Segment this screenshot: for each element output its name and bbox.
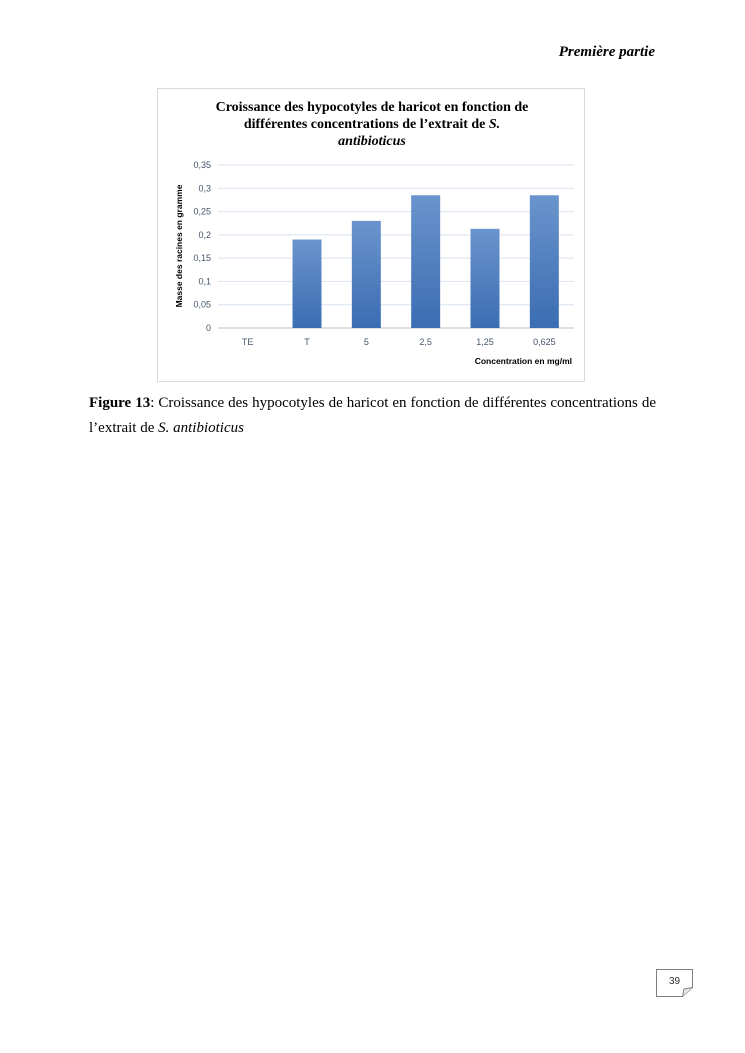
gridlines xyxy=(218,165,574,328)
caption-text: : Croissance des hypocotyles de haricot en fonction de différentes concentrations de l’extrait de xyxy=(89,395,657,436)
x-tick-label: 5 xyxy=(363,337,369,347)
y-tick-label: 0,1 xyxy=(198,276,211,287)
bar-chart xyxy=(157,88,585,382)
bar-2,5 xyxy=(411,195,440,328)
figure-caption xyxy=(89,391,656,441)
bar-1,25 xyxy=(471,229,500,328)
y-tick-label: 0,05 xyxy=(193,299,211,310)
chart-title-species: antibioticus xyxy=(338,134,406,149)
x-tick-label: 2,5 xyxy=(419,337,432,347)
y-tick-label: 0,2 xyxy=(198,229,211,240)
x-axis-ticks xyxy=(242,337,556,347)
bars xyxy=(293,195,559,328)
x-tick-label: T xyxy=(304,337,310,347)
bar-0,625 xyxy=(530,195,559,328)
bar-T xyxy=(293,240,322,328)
chart-title-genus: S. xyxy=(488,117,501,132)
chart-title-line1: Croissance des hypocotyles de haricot en fonction de xyxy=(215,100,529,115)
x-tick-label: 0,625 xyxy=(533,337,556,347)
y-axis-label: Masse des racines en gramme xyxy=(174,184,184,308)
page-number-box xyxy=(656,969,693,997)
y-tick-label: 0,3 xyxy=(198,183,211,194)
y-tick-label: 0 xyxy=(205,323,211,333)
x-tick-label: TE xyxy=(241,337,254,347)
y-tick-label: 0,15 xyxy=(193,253,211,264)
bar-5 xyxy=(352,221,381,328)
y-tick-label: 0,35 xyxy=(193,160,211,170)
caption-label: Figure 13 xyxy=(89,395,151,411)
chart-title-line2: différentes concentrations de l’extrait de xyxy=(243,117,486,132)
caption-species: S. antibioticus xyxy=(158,420,244,436)
x-tick-label: 1,25 xyxy=(476,337,494,347)
running-header: Première partie xyxy=(558,44,655,60)
x-axis-label: Concentration en mg/ml xyxy=(474,356,572,366)
y-tick-label: 0,25 xyxy=(193,206,211,217)
chart-plot-area xyxy=(158,89,584,381)
page-number: 39 xyxy=(668,976,681,987)
y-axis-ticks xyxy=(193,160,211,333)
